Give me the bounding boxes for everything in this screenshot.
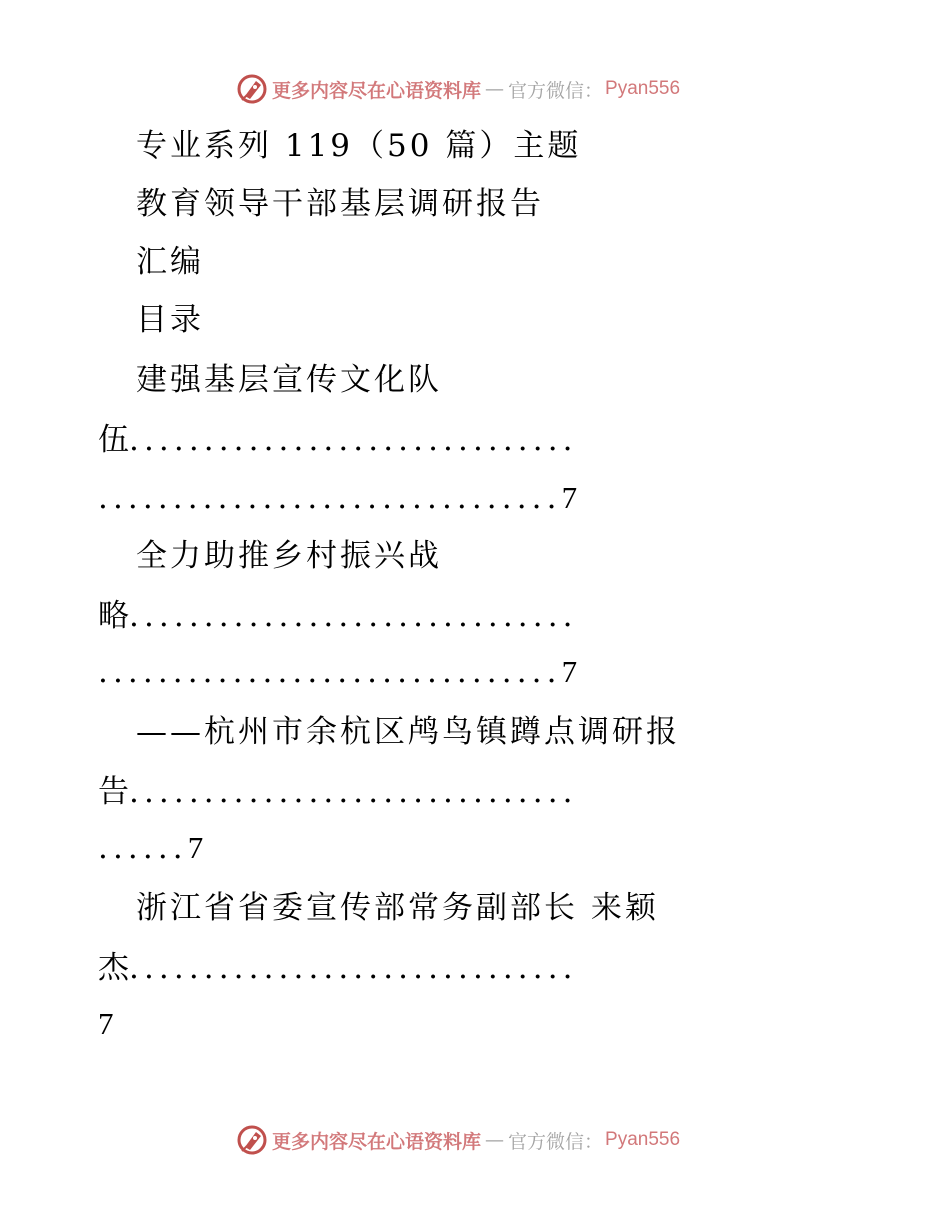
toc-entry-1-page: 7 bbox=[561, 480, 578, 515]
watermark-wechat-id: Pyan556 bbox=[605, 1129, 681, 1150]
toc-entry-2-title: 全力助推乡村振兴战 bbox=[136, 538, 442, 574]
toc-entry-4-dots: .............................. bbox=[129, 950, 578, 986]
watermark-dash: — bbox=[485, 1129, 505, 1151]
watermark-dash: — bbox=[485, 78, 505, 100]
watermark-wechat-id: Pyan556 bbox=[605, 78, 681, 99]
toc-entry-2-dots: .............................. bbox=[129, 598, 578, 634]
toc-entry-2-leader bbox=[98, 596, 578, 636]
toc-entry-3-title-end: 告 bbox=[98, 774, 129, 810]
toc-entry-4-title: 浙江省省委宣传部常务副部长 来颖 bbox=[136, 890, 659, 926]
toc-entry-3-leader bbox=[98, 772, 578, 812]
toc-entry-1-dots: .............................. bbox=[129, 422, 578, 458]
watermark-official-label: 官方微信： bbox=[508, 1130, 604, 1153]
watermark-official-label: 官方微信： bbox=[508, 79, 604, 102]
toc-entry-1-title-end: 伍 bbox=[98, 422, 129, 458]
toc-entry-4-leader-2 bbox=[98, 1004, 114, 1044]
toc-entry-4-leader bbox=[98, 948, 578, 988]
watermark-bottom bbox=[236, 1123, 680, 1157]
toc-entry-3-dots: .............................. bbox=[129, 774, 578, 810]
toc-entry-1-dots-2: ............................... bbox=[98, 480, 562, 516]
toc-entry-2-page: 7 bbox=[561, 654, 578, 689]
document-series-title: 专业系列 119（50 篇）主题 bbox=[136, 128, 582, 164]
toc-entry-1-leader-2 bbox=[98, 478, 577, 518]
toc-entry-2-dots-2: ............................... bbox=[98, 654, 562, 690]
pen-nib-circle-icon bbox=[236, 73, 268, 105]
pen-nib-circle-icon bbox=[236, 1124, 268, 1156]
toc-entry-1-leader bbox=[98, 420, 578, 460]
toc-entry-2-title-end: 略 bbox=[98, 598, 129, 634]
document-subtitle: 汇编 bbox=[136, 244, 204, 280]
toc-entry-4-title-end: 杰 bbox=[98, 950, 129, 986]
toc-entry-4-page: 7 bbox=[98, 1006, 114, 1041]
watermark-top bbox=[236, 72, 680, 106]
watermark-brand-text: 更多内容尽在心语资料库 bbox=[272, 79, 482, 102]
document-title: 教育领导干部基层调研报告 bbox=[136, 186, 544, 222]
watermark-brand-text: 更多内容尽在心语资料库 bbox=[272, 1130, 482, 1153]
toc-entry-3-title: ——杭州市余杭区鸬鸟镇蹲点调研报 bbox=[136, 714, 680, 750]
toc-entry-3-page: 7 bbox=[187, 830, 204, 865]
toc-heading: 目录 bbox=[136, 302, 204, 338]
toc-entry-1-title: 建强基层宣传文化队 bbox=[136, 362, 442, 398]
toc-entry-3-leader-2 bbox=[98, 828, 203, 868]
toc-entry-3-dots-2: ...... bbox=[98, 830, 188, 866]
toc-entry-2-leader-2 bbox=[98, 652, 577, 692]
